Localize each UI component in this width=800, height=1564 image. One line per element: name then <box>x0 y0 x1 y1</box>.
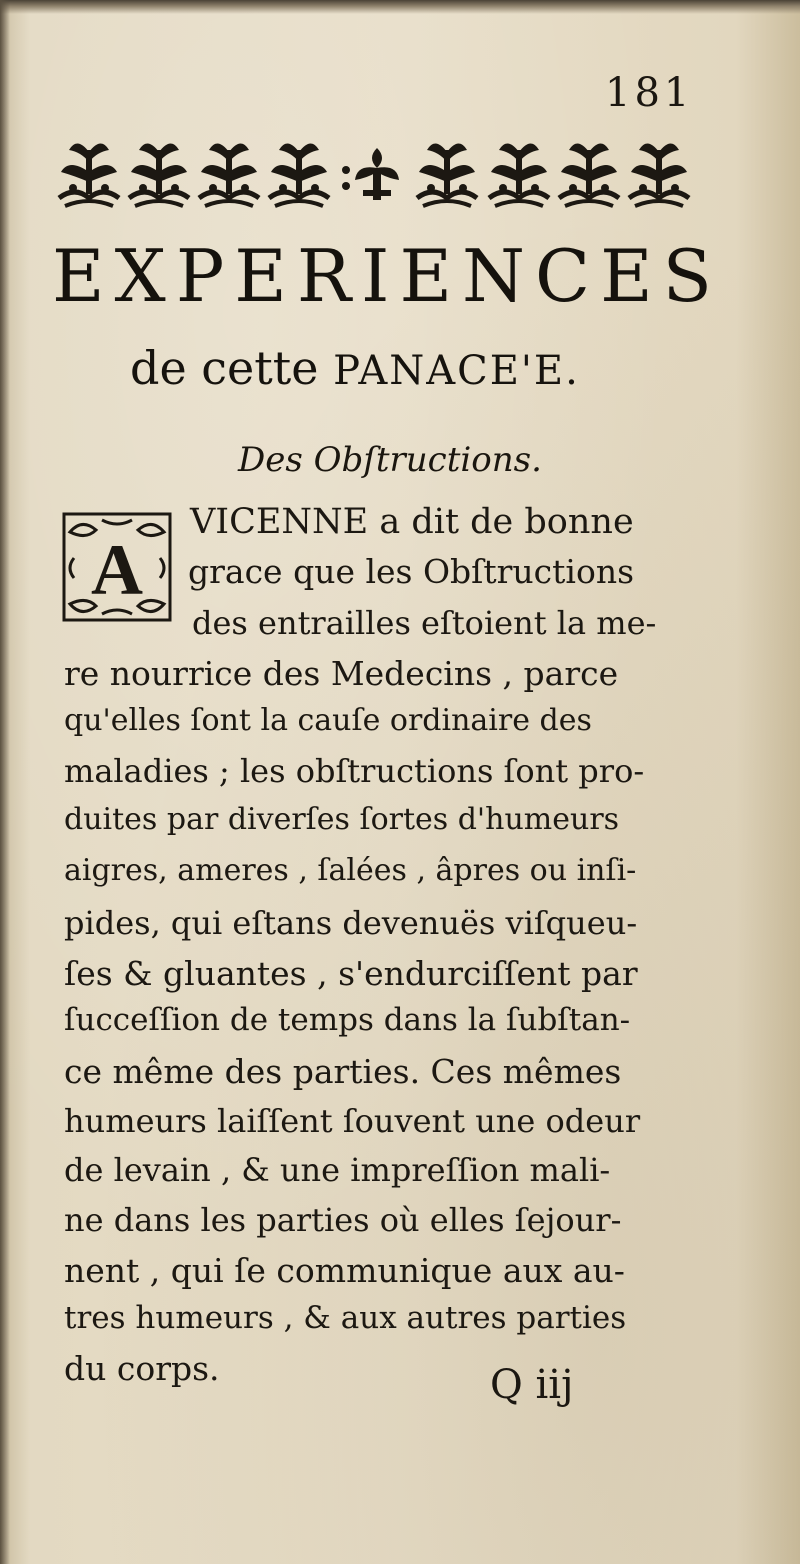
section-heading: Des Obſtructions. <box>238 440 542 480</box>
text-line: humeurs laiſſent ſouvent une odeur <box>64 1102 641 1140</box>
text-line: des entrailles eſtoient la me- <box>192 604 657 642</box>
text-line: ce même des parties. Ces mêmes <box>64 1052 622 1091</box>
text-line: VICENNE a dit de bonne <box>190 502 634 542</box>
text-line: maladies ; les obſtructions ſont pro- <box>64 752 645 790</box>
subtitle-name: PANACE'E. <box>333 348 580 394</box>
text-line: ſucceſſion de temps dans la ſubſtan- <box>64 1002 631 1038</box>
text-line: ſes & gluantes , s'endurciſſent par <box>64 954 638 993</box>
text-line: re nourrice des Medecins , parce <box>64 654 619 693</box>
text-line: pides, qui eſtans devenuës viſqueu- <box>64 904 638 942</box>
text-line: grace que les Obſtructions <box>188 552 635 591</box>
subtitle-prefix: de cette <box>130 341 319 395</box>
page-title: EXPERIENCES <box>52 234 723 318</box>
text-line: aigres, ameres , ſalées , âpres ou inſi- <box>64 853 637 888</box>
text-line: duites par diverſes ſortes d'humeurs <box>64 802 620 837</box>
text-line: tres humeurs , & aux autres parties <box>64 1300 627 1336</box>
page-number: 181 <box>605 70 694 116</box>
text-line: du corps. <box>64 1349 220 1388</box>
dropcap-letter: A <box>91 530 143 610</box>
text-line: nent , qui ſe communique aux au- <box>64 1251 625 1290</box>
signature-mark: Q iij <box>490 1362 574 1408</box>
text-line: ne dans les parties où elles ſejour- <box>64 1201 622 1239</box>
text-line: qu'elles ſont la cauſe ordinaire des <box>64 703 592 738</box>
text-line: de levain , & une impreſſion mali- <box>64 1151 611 1189</box>
